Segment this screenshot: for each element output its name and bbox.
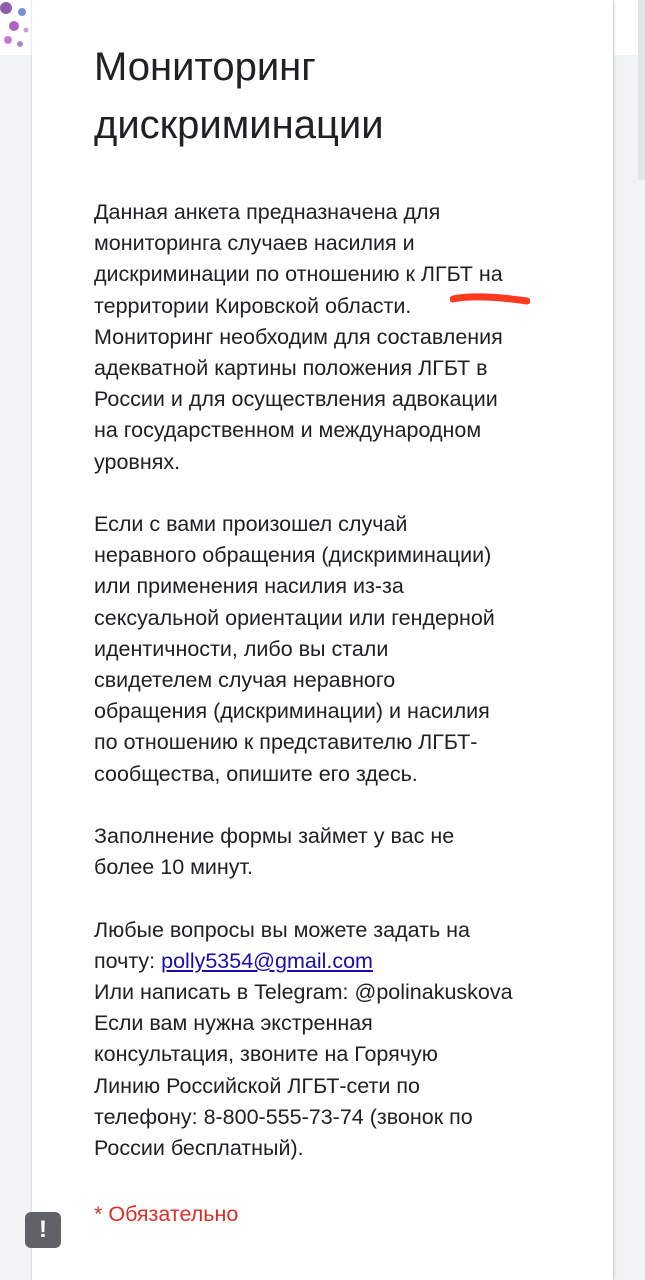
form-title	[94, 38, 574, 154]
text-line: по отношению к представителю ЛГБТ-	[94, 730, 478, 755]
email-line	[94, 946, 574, 977]
text-line: дискриминации по отношению к ЛГБТ на	[94, 262, 503, 287]
text-line: Заполнение формы займет у вас не	[94, 824, 455, 849]
text-line: сообщества, опишите его здесь.	[94, 761, 418, 786]
text-line: неравного обращения (дискриминации)	[94, 543, 492, 568]
text-line: адекватной картины положения ЛГБТ в	[94, 356, 488, 381]
contact-paragraph	[94, 915, 574, 1165]
text-line: более 10 минут.	[94, 855, 253, 880]
email-prefix: почту:	[94, 948, 162, 973]
text-line: консультация, звоните на Горячую	[94, 1042, 438, 1067]
text-line: России и для осуществления адвокации	[94, 387, 498, 412]
text-line: Мониторинг необходим для составления	[94, 324, 503, 349]
text-line: России бесплатный).	[94, 1136, 304, 1161]
red-redaction-mark	[450, 293, 530, 307]
text-line: на государственном и международном	[94, 418, 482, 443]
text-line: сексуальной ориентации или гендерной	[94, 605, 495, 630]
description-paragraph	[94, 197, 574, 478]
description-paragraph	[94, 509, 574, 790]
text-line: телефону: 8-800-555-73-74 (звонок по	[94, 1104, 473, 1129]
text-line: мониторинга случаев насилия и	[94, 231, 415, 256]
scrollbar[interactable]	[638, 0, 645, 180]
form-title-line: Мониторинг	[94, 45, 316, 89]
text-line: уровнях.	[94, 449, 181, 474]
description-paragraph	[94, 821, 574, 883]
header-image-fragment	[0, 0, 32, 55]
text-line: Если вам нужна экстренная	[94, 1011, 373, 1036]
text-line: обращения (дискриминации) и насилия	[94, 699, 490, 724]
text-line: Если с вами произошел случай	[94, 512, 408, 537]
text-line: или применения насилия из-за	[94, 574, 404, 599]
text-line: Данная анкета предназначена для	[94, 200, 441, 224]
text-line: территории Кировской области.	[94, 293, 412, 318]
text-line: свидетелем случая неравного	[94, 668, 396, 693]
text-line: Любые вопросы вы можете задать на	[94, 917, 471, 942]
telegram-line: Или написать в Telegram: @polinakuskova	[94, 980, 513, 1005]
form-title-line: дискриминации	[94, 103, 384, 147]
text-line: Линию Российской ЛГБТ-сети по	[94, 1073, 420, 1098]
required-note: * Обязательно	[94, 1202, 239, 1226]
email-link[interactable]: polly5354@gmail.com	[161, 948, 373, 973]
report-icon[interactable]: !	[25, 1212, 61, 1248]
form-description	[94, 197, 574, 1164]
text-line: идентичности, либо вы стали	[94, 636, 389, 661]
